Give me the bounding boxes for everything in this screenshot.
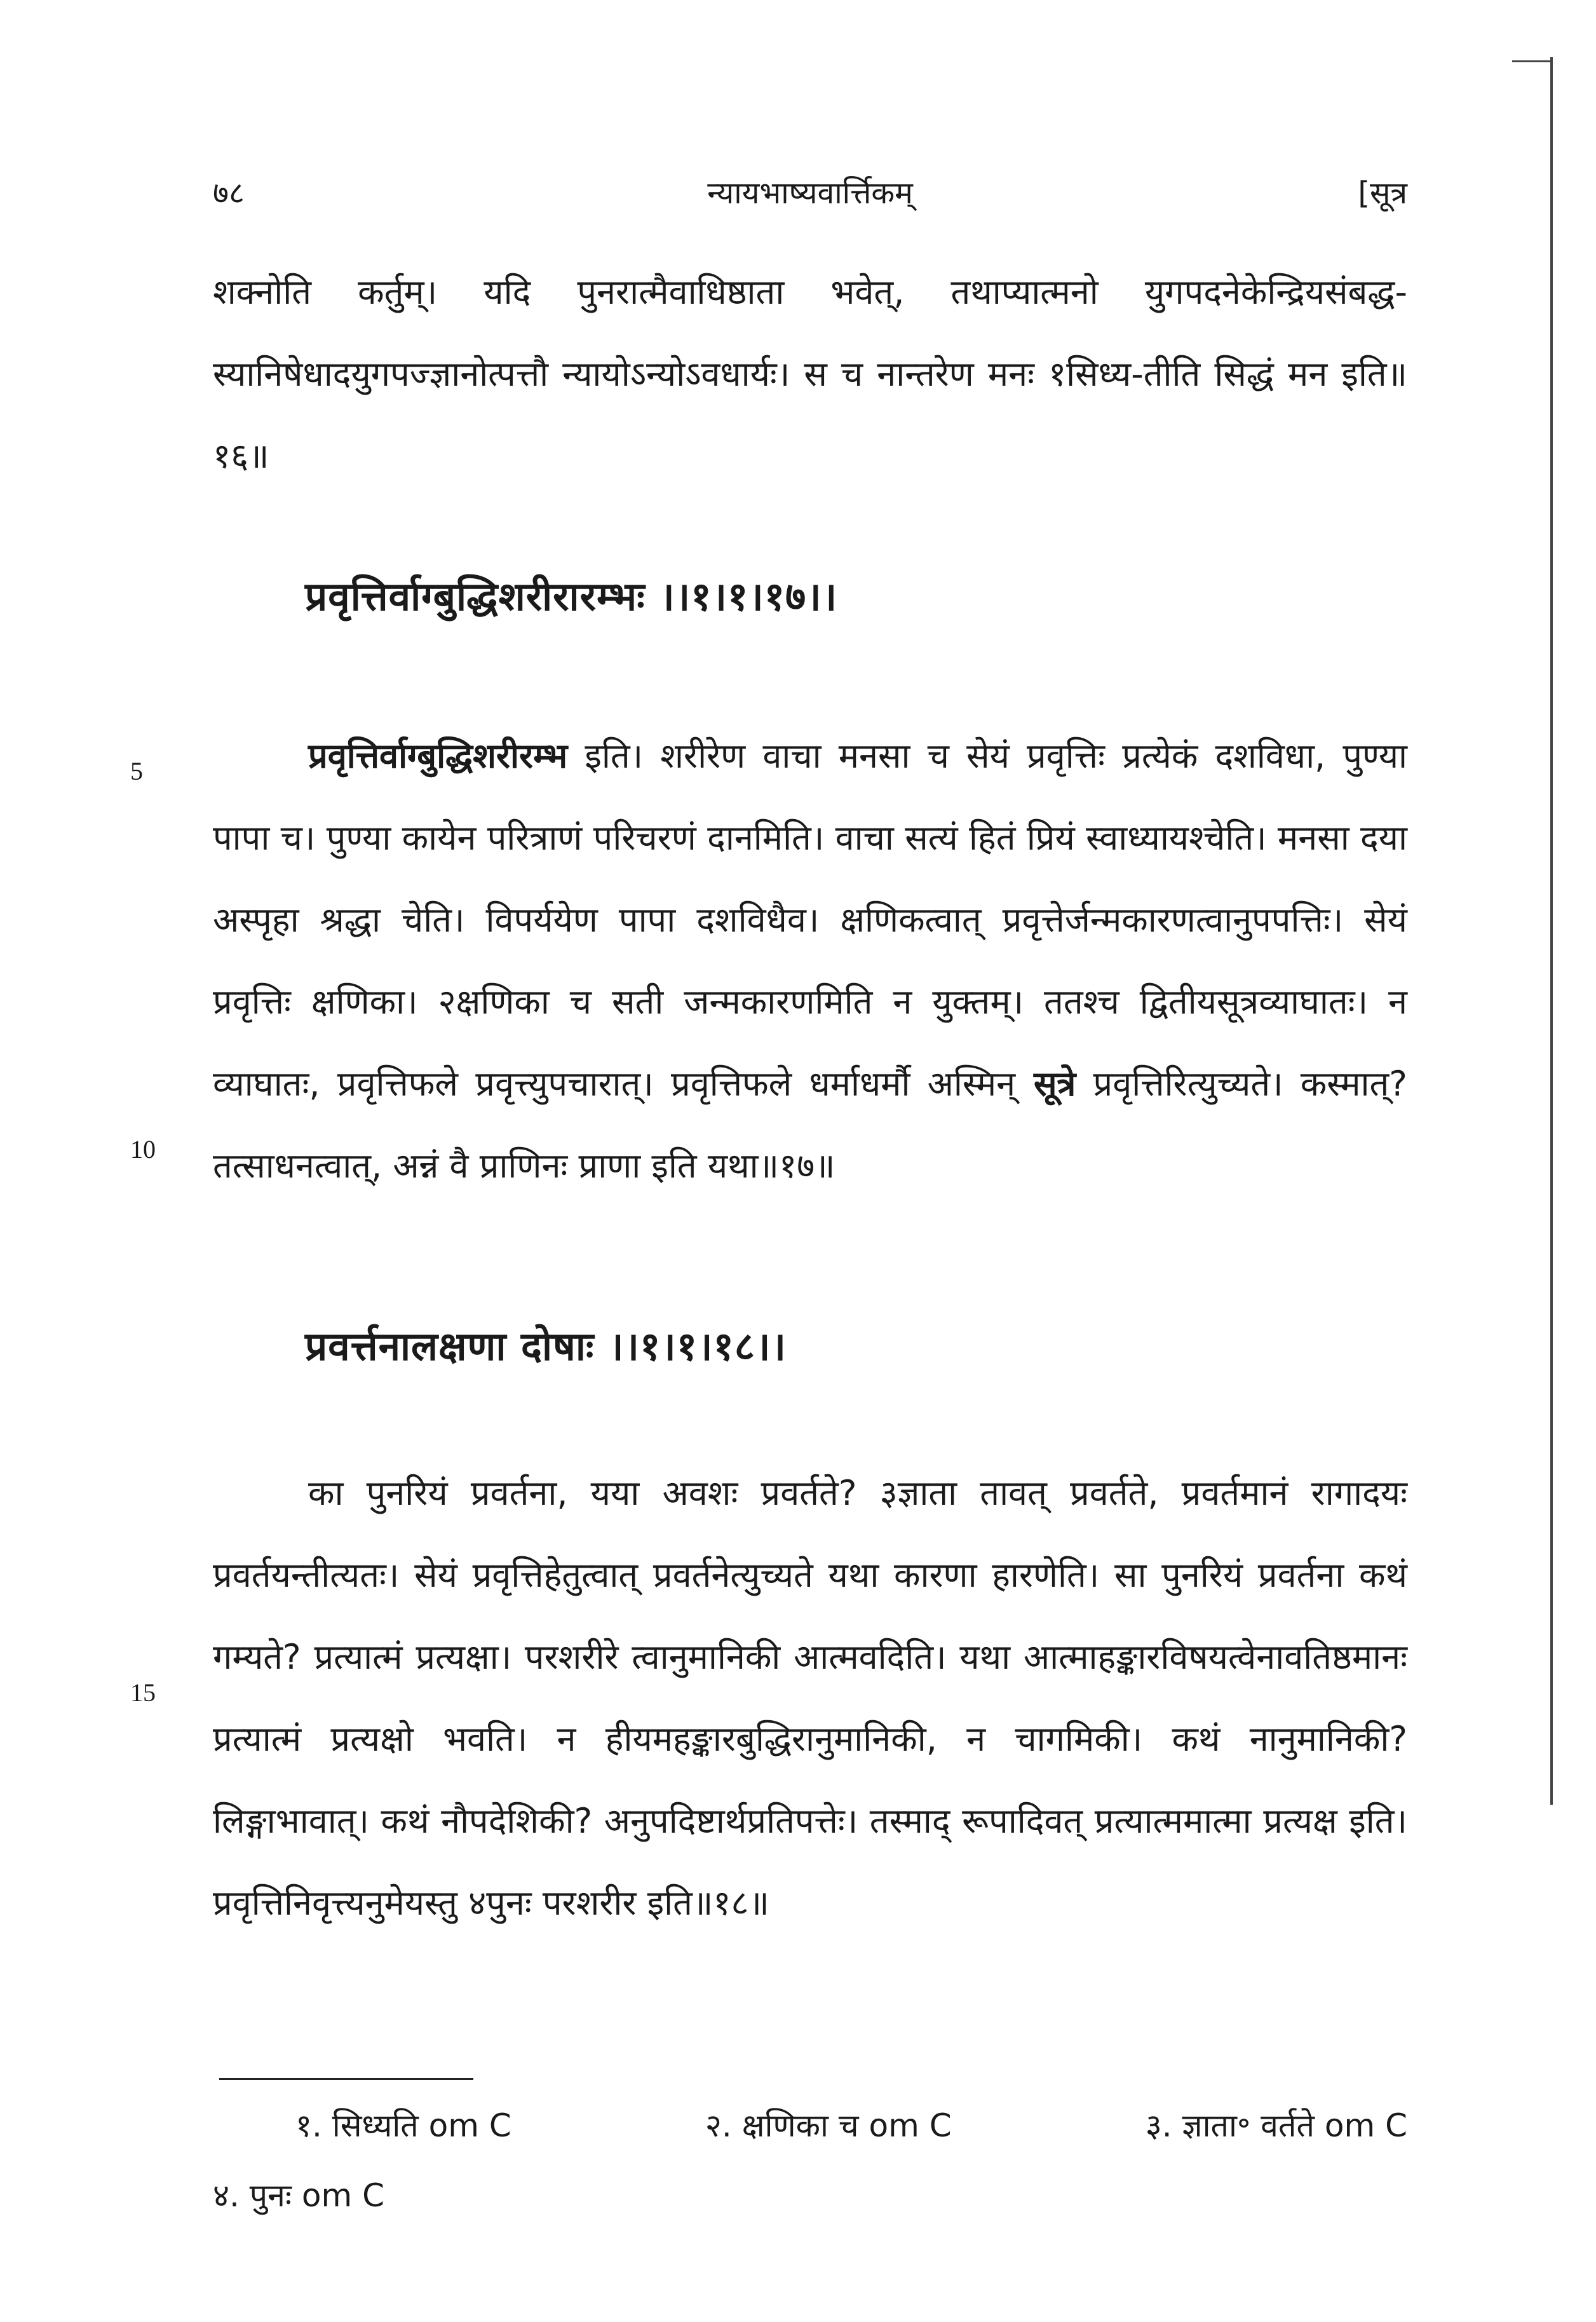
paragraph-text bbox=[213, 715, 1407, 1207]
running-header bbox=[213, 172, 1407, 222]
paragraph-1 bbox=[213, 251, 1407, 497]
section-label: [सूत्र bbox=[1358, 175, 1407, 211]
line-number: 15 bbox=[130, 1678, 156, 1707]
line-number: 5 bbox=[130, 757, 143, 785]
footnote-1: १. सिध्यति om C bbox=[295, 2107, 511, 2144]
footnote-rule bbox=[219, 2078, 473, 2080]
book-title: न्यायभाष्यवार्त्तिकम् bbox=[707, 175, 913, 211]
footnote-row bbox=[213, 2091, 1407, 2161]
footnote-4: ४. पुनः om C bbox=[213, 2177, 385, 2214]
paragraph-3 bbox=[213, 1452, 1407, 1944]
footnote-3: ३. ज्ञाता॰ वर्तते om C bbox=[1145, 2107, 1407, 2144]
paragraph-2 bbox=[213, 715, 1407, 1207]
commentary-text: इति। शरीरेण वाचा मनसा च सेयं प्रवृत्तिः प्रत्येकं दशविधा, पुण्या पापा च। पुण्या कायेन परित्राणं परिचरणं दानमिति। वाचा सत्यं हितं प्रियं स्वाध्यायश्चेति। मनसा दया अस्पृहा श्रद्धा चेति। विपर्ययेण पापा दशविधैव। क्षणिकत्वात् प्रवृत्तेर्जन्मकारणत्वानुपपत्तिः। सेयं प्रवृत्तिः क्षणिका। २क्षणिका च सती जन्मकारणमिति न युक्तम्। ततश्च द्वितीयसूत्रव्याघातः। न व्याघातः, प्रवृत्तिफले प्रवृत्त्युपचारात्। प्रवृत्तिफले धर्माधर्मौ अस्मिन् bbox=[213, 736, 1407, 1104]
page-number: ७८ bbox=[213, 175, 245, 211]
paragraph-text: का पुनरियं प्रवर्तना, यया अवशः प्रवर्तते? ३ज्ञाता तावत् प्रवर्तते, प्रवर्तमानं रागादयः प्रवर्तयन्तीत्यतः। सेयं प्रवृत्तिहेतुत्वात् प्रवर्तनेत्युच्यते यथा कारणा हारणेति। सा पुनरियं प्रवर्तना कथं गम्यते? प्रत्यात्मं प्रत्यक्षा। परशरीरे त्वानुमानिकी आत्मवदिति। यथा आत्माहङ्कारविषयत्वेनावतिष्ठमानः प्रत्यात्मं प्रत्यक्षो भवति। न हीयमहङ्कारबुद्धिरानुमानिकी, न चागमिकी। कथं नानुमानिकी? लिङ्गाभावात्। कथं नौपदेशिकी? अनुपदिष्टार्थप्रतिपत्तेः। तस्माद् रूपादिवत् प्रत्यात्ममात्मा प्रत्यक्ष इति। प्रवृत्तिनिवृत्त्यनुमेयस्तु ४पुनः परशरीर इति॥१८॥ bbox=[213, 1473, 1407, 1923]
sutra-heading-18: प्रवर्त्तनालक्षणा दोषाः ।।१।१।१८।। bbox=[305, 1323, 787, 1369]
footnote-row bbox=[213, 2161, 1407, 2230]
paragraph-text: शक्नोति कर्तुम्। यदि पुनरात्मैवाधिष्ठाता भवेत्, तथाप्यात्मनो युगपदनेकेन्द्रियसंबद्ध-स्यानिषेधादयुगपज्ज्ञानोत्पत्तौ न्यायोऽन्योऽवधार्यः। स च नान्तरेण मनः १सिध्य-तीति सिद्धं मन इति॥१६॥ bbox=[213, 272, 1407, 476]
commentary-text-end: प्रवृत्तिरित्युच्यते। कस्मात्? तत्साधनत्वात्, अन्नं वै प्राणिनः प्राणा इति यथा॥१७॥ bbox=[213, 1064, 1407, 1186]
sutra-citation: प्रवृत्तिर्वाग्बुद्धिशरीरम्भ bbox=[308, 736, 568, 776]
line-number: 10 bbox=[130, 1135, 156, 1164]
footnotes bbox=[213, 2091, 1407, 2230]
page-edge-line bbox=[1550, 57, 1553, 1805]
sutra-heading-17: प्रवृत्तिर्वाग्बुद्धिशरीरारम्भः ।।१।१।१७।। bbox=[305, 573, 838, 620]
sutra-word: सूत्रे bbox=[1015, 1064, 1076, 1104]
page-edge-tick bbox=[1512, 60, 1553, 62]
footnote-2: २. क्षणिका च om C bbox=[705, 2107, 952, 2144]
